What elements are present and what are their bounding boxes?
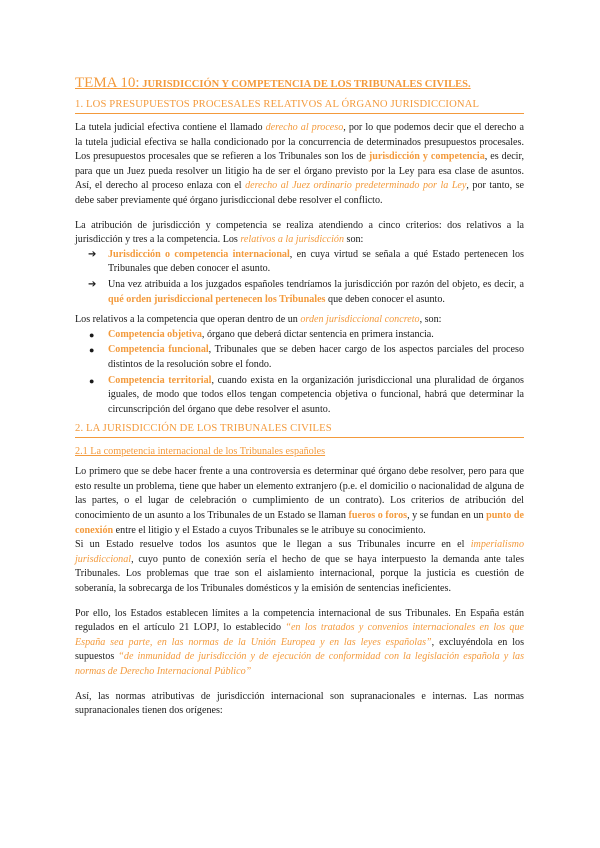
title-main: TEMA 10: bbox=[75, 75, 140, 91]
section-2-heading: 2. LA JURISDICCIÓN DE LOS TRIBUNALES CIVILES bbox=[75, 421, 524, 438]
paragraph: Así, las normas atributivas de jurisdicción internacional son supranacionales e internas. Las normas supranacionales tienen dos orígenes: bbox=[75, 690, 524, 717]
subsection-heading: 2.1 La competencia internacional de los Tribunales españoles bbox=[75, 446, 326, 458]
paragraph: La tutela judicial efectiva contiene el llamado derecho al proceso, por lo que podemos decir que el derecho a la tutela judicial efectiva se halla condicionado por la concurrencia de determinados presupuestos procesales. Los presupuestos procesales que se refieren a los Tribunales son los de jurisdicción y competencia, es decir, para que un Juez pueda resolver un litigio ha de ser el órgano previsto por la Ley para esa clase de asuntos. Así, el derecho al proceso enlaza con el derecho al Juez ordinario predeterminado por la Ley, por tanto, se debe saber previamente qué órgano jurisdiccional debe resolver el conflicto. bbox=[75, 122, 525, 206]
dot-bullet-icon: ● bbox=[89, 345, 95, 356]
paragraph: Si un Estado resuelve todos los asuntos que le llegan a sus Tribunales incurre en el imperialismo jurisdiccional, cuyo punto de conexión sería el hecho de que se haya interpuesto la demanda ante tales Tribunales. Los problemas que trae son el aislamiento internacional, porque la justicia es cuestión de soberanía, la sobrecarga de los Tribunales domésticos y la emisión de sentencias ineficientes. bbox=[75, 539, 524, 595]
paragraph: Lo primero que se debe hacer frente a una controversia es determinar qué órgano debe resolver, pero para que esto resulte un problema, tiene que haber un elemento extranjero (p.e. el domicilio o nacionalidad de alguna de las partes, o el lugar de celebración o cumplimiento de un contrato). Los criterios de atribución del conocimiento de un asunto a los Tribunales de un Estado se llaman fueros o foros, y se fundan en un punto de conexión entre el litigio y el Estado a cuyos Tribunales se le atribuye su conocimiento. bbox=[75, 466, 524, 536]
jurisdiction-criteria-list bbox=[75, 248, 524, 307]
arrow-bullet-icon: ➔ bbox=[88, 248, 97, 260]
paragraph: Los relativos a la competencia que operan dentro de un orden jurisdiccional concreto, son: bbox=[75, 314, 442, 326]
dot-bullet-icon: ● bbox=[89, 375, 95, 386]
list-item: ● Competencia objetiva, órgano que deberá dictar sentencia en primera instancia. bbox=[75, 328, 524, 343]
page-title bbox=[75, 74, 524, 94]
title-sub: JURISDICCIÓN Y COMPETENCIA DE LOS TRIBUNALES CIVILES. bbox=[139, 79, 471, 90]
list-item: ➔ Jurisdicción o competencia internacional, en cuya virtud se señala a qué Estado pertenecen los Tribunales que deben conocer el asunto. bbox=[88, 248, 524, 275]
paragraph: Por ello, los Estados establecen límites a la competencia internacional de sus Tribunales. En España están regulados en el artículo 21 LOPJ, lo establecido “en los tratados y convenios internacionales en los que España sea parte, en las normas de la Unión Europea y en las leyes españolas”, excluyéndola en los supuestos “de inmunidad de jurisdicción y de ejecución de conformidad con la legislación española y las normas de Derecho Internacional Público” bbox=[75, 607, 525, 677]
arrow-bullet-icon: ➔ bbox=[88, 278, 97, 290]
list-item: ➔ Una vez atribuida a los juzgados españoles tendríamos la jurisdicción por razón del objeto, es decir, a qué orden jurisdiccional pertenecen los Tribunales que deben conocer el asunto. bbox=[88, 278, 524, 305]
dot-bullet-icon: ● bbox=[89, 329, 95, 340]
competence-criteria-list bbox=[75, 328, 524, 418]
list-item: ● Competencia territorial, cuando exista en la organización jurisdiccional una pluralidad de órganos iguales, de modo que todos ellos tengan competencia objetiva o funcional, habrá que determinar la circunscripción del órgano que debe resolver el asunto. bbox=[89, 374, 524, 415]
section-1-heading: 1. LOS PRESUPUESTOS PROCESALES RELATIVOS AL ÓRGANO JURISDICCIONAL bbox=[75, 97, 524, 114]
paragraph: La atribución de jurisdicción y competencia se realiza atendiendo a cinco criterios: dos relativos a la jurisdicción y tres a la competencia. Los relativos a la jurisdicción son: bbox=[75, 219, 524, 246]
list-item: ● Competencia funcional, Tribunales que se deben hacer cargo de los aspectos parciales del proceso distintos de la resolución sobre el fondo. bbox=[89, 344, 524, 370]
